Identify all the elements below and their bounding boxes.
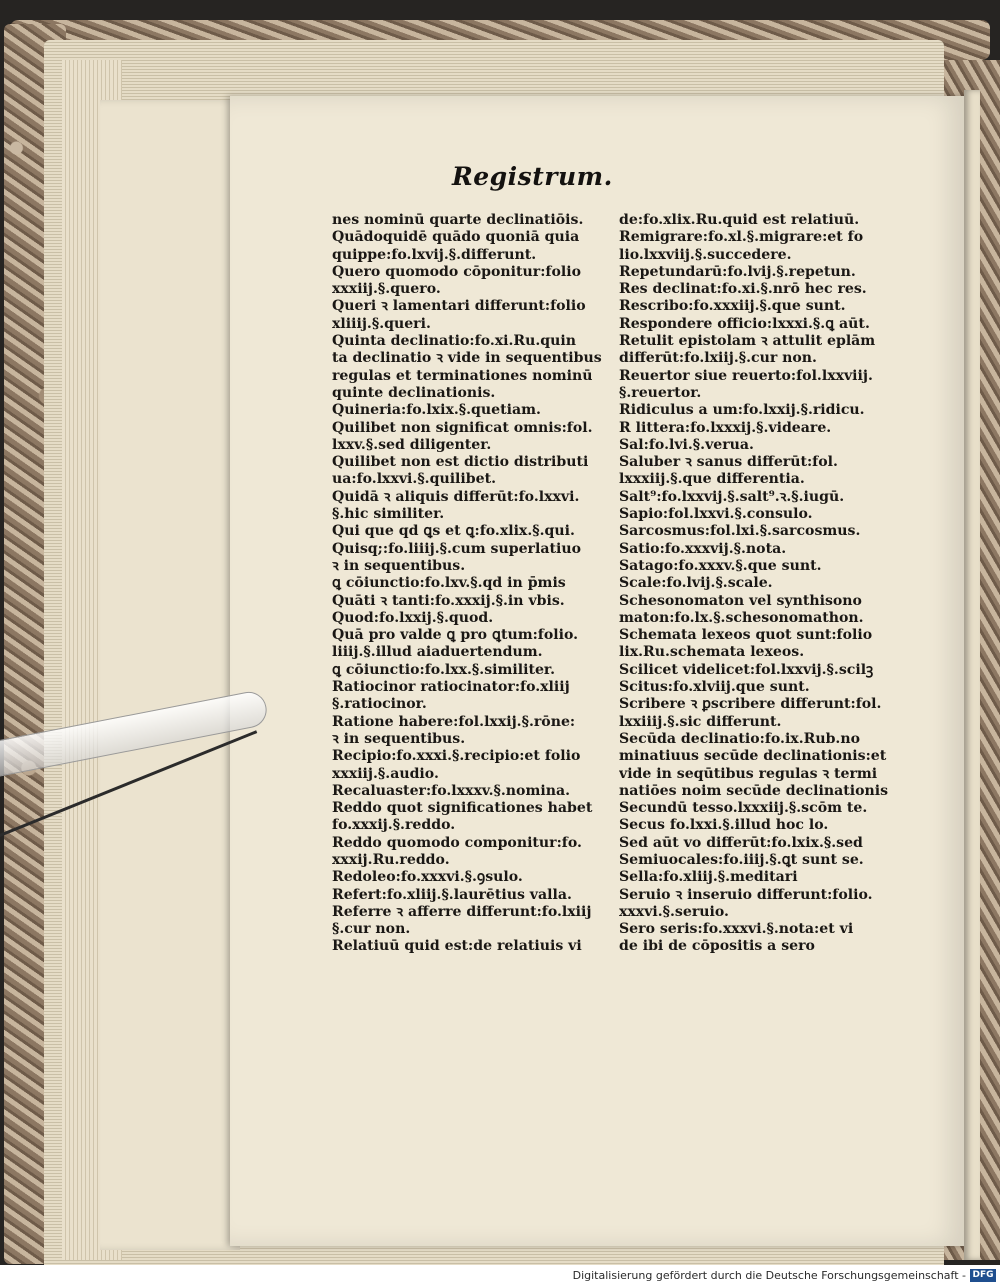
register-entry-line: Quinta declinatio:fo.xi.Ru.quin (332, 333, 576, 350)
register-entry-line: differūt:fo.lxiij.§.cur non. (619, 350, 817, 367)
register-entry-line: Saluber ꝛ sanus differūt:fol. (619, 454, 838, 471)
register-entry-line: Secundū tesso.lxxxiij.§.scōm te. (619, 800, 868, 817)
register-entry-line: xliiij.§.queri. (332, 315, 431, 332)
register-entry-line: §.ratiocinor. (332, 696, 427, 713)
register-entry-line: Recaluaster:fo.lxxxv.§.nomina. (332, 782, 571, 799)
register-entry-line: Reuertor siue reuerto:fol.lxxviij. (619, 367, 873, 384)
register-entry-line: Sal:fo.lvi.§.verua. (619, 436, 754, 453)
register-entry-line: Quod:fo.lxxij.§.quod. (332, 609, 494, 626)
register-entry-line: Reddo quot significationes habet (332, 800, 593, 817)
register-entry-line: Rescribo:fo.xxxiij.§.que sunt. (619, 298, 846, 315)
register-entry-line: Res declinat:fo.xi.§.nrō hec res. (619, 281, 867, 298)
register-entry-line: natiōes noim secūde declinationis (619, 782, 889, 799)
register-entry-line: liiij.§.illud aiaduertendum. (332, 644, 543, 661)
register-entry-line: Satago:fo.xxxv.§.que sunt. (619, 557, 822, 574)
register-entry-line: minatiuus secūde declinationis:et (619, 748, 887, 765)
register-entry-line: Salt⁹:fo.lxxvij.§.salt⁹.ꝛ.§.iugū. (619, 488, 845, 505)
footer-bar (0, 1265, 1000, 1287)
register-entry-line: Scribere ꝛ ꝑscribere differunt:fol. (619, 696, 882, 713)
register-entry-line: Relatiuū quid est:de relatiuis vi (332, 938, 582, 955)
register-entry-line: Scilicet videlicet:fol.lxxvij.§.scilꝫ (619, 661, 874, 678)
register-entry-line: ꝛ in sequentibus. (332, 557, 466, 574)
register-entry-line: xxxiij.§.audio. (332, 765, 439, 782)
register-entry-line: de:fo.xlix.Ru.quid est relatiuū. (619, 212, 860, 228)
register-entry-line: maton:fo.lx.§.schesonomathon. (619, 609, 864, 626)
register-entry-line: Ridiculus a um:fo.lxxij.§.ridicu. (619, 402, 865, 419)
register-entry-line: lio.lxxviij.§.succedere. (619, 246, 792, 263)
register-entry-line: Schemata lexeos quot sunt:folio (619, 627, 873, 644)
register-entry-line: Quādoquidē quādo quoniā quia (332, 229, 580, 246)
register-entry-line: xxxiij.§.quero. (332, 281, 441, 298)
register-entry-line: Scale:fo.lvij.§.scale. (619, 575, 773, 592)
register-entry-line: Recipio:fo.xxxi.§.recipio:et folio (332, 748, 581, 765)
register-entry-line: §.hic similiter. (332, 506, 445, 523)
register-entry-line: Qui que qd ꝗs et ꝗ:fo.xlix.§.qui. (332, 523, 575, 540)
register-entry-line: de ibi de cōpositis a sero (619, 938, 815, 955)
register-entry-line: ua:fo.lxxvi.§.quilibet. (332, 471, 496, 488)
register-entry-line: lxxxiij.§.que differentia. (619, 471, 805, 488)
register-entry-line: Quilibet non significat omnis:fol. (332, 419, 593, 436)
register-entry-line: §.reuertor. (619, 384, 702, 401)
register-entry-line: Sarcosmus:fol.lxi.§.sarcosmus. (619, 523, 861, 540)
register-entry-line: Quā pro valde ꝗ pro ꝗtum:folio. (332, 627, 579, 644)
register-entry-line: §.cur non. (332, 921, 411, 938)
register-entry-line: quippe:fo.lxvij.§.differunt. (332, 246, 537, 263)
register-entry-line: Schesonomaton vel synthisono (619, 592, 862, 609)
dfg-logo-icon: DFG (970, 1269, 996, 1282)
register-entry-line: Seruio ꝛ inseruio differunt:folio. (619, 886, 873, 903)
register-entry-line: Retulit epistolam ꝛ attulit eplām (619, 333, 876, 350)
register-entry-line: Queri ꝛ lamentari differunt:folio (332, 298, 586, 315)
register-entry-line: Sapio:fol.lxxvi.§.consulo. (619, 506, 813, 523)
register-entry-line: Quilibet non est dictio distributi (332, 454, 589, 471)
register-entry-line: Sella:fo.xliij.§.meditari (619, 869, 798, 886)
register-entry-line: vide in seqūtibus regulas ꝛ termi (619, 765, 878, 782)
funding-notice: Digitalisierung gefördert durch die Deutsche Forschungsgemeinschaft - (572, 1269, 966, 1282)
register-entry-line: fo.xxxij.§.reddo. (332, 817, 456, 834)
register-entry-line: Respondere officio:lxxxi.§.ꝗ aūt. (619, 315, 870, 332)
register-entry-line: regulas et terminationes nominū (332, 367, 593, 384)
register-entry-line: ꝗ cōiunctio:fo.lxx.§.similiter. (332, 661, 555, 678)
register-entry-line: Ratione habere:fol.lxxij.§.rōne: (332, 713, 576, 730)
register-entry-line: R littera:fo.lxxxij.§.videare. (619, 419, 832, 436)
register-entry-line: Scitus:fo.xlviij.que sunt. (619, 679, 810, 696)
register-entry-line: Secūda declinatio:fo.ix.Rub.no (619, 730, 860, 747)
register-entry-line: xxxij.Ru.reddo. (332, 851, 450, 868)
right-column (619, 212, 888, 956)
register-entry-line: Satio:fo.xxxvij.§.nota. (619, 540, 787, 557)
register-entry-line: Reddo quomodo componitur:fo. (332, 834, 582, 851)
register-entry-line: Quisq;:fo.liiij.§.cum superlatiuo (332, 540, 581, 557)
register-entry-line: lxxv.§.sed diligenter. (332, 436, 492, 453)
register-entry-line: Remigrare:fo.xl.§.migrare:et fo (619, 229, 864, 246)
register-entry-line: Sero seris:fo.xxxvi.§.nota:et vi (619, 921, 854, 938)
register-entry-line: Refert:fo.xliij.§.laurētius valla. (332, 886, 572, 903)
gutter-right (964, 90, 980, 1260)
left-column (332, 212, 602, 956)
register-entry-line: Redoleo:fo.xxxvi.§.ꝯsulo. (332, 869, 523, 886)
register-entry-line: Quero quomodo cōponitur:folio (332, 263, 581, 280)
register-entry-line: Referre ꝛ afferre differunt:fo.lxiij (332, 903, 592, 920)
page-header: Registrum. (452, 162, 613, 191)
register-entry-line: ꝛ in sequentibus. (332, 730, 466, 747)
register-entry-line: Sed aūt vo differūt:fo.lxix.§.sed (619, 834, 863, 851)
register-entry-line: Ratiocinor ratiocinator:fo.xliij (332, 679, 570, 696)
register-entry-line: quinte declinationis. (332, 384, 496, 401)
register-entry-line: lxxiiij.§.sic differunt. (619, 713, 782, 730)
register-entry-line: Quineria:fo.lxix.§.quetiam. (332, 402, 541, 419)
register-entry-line: Semiuocales:fo.iiij.§.ꝗt sunt se. (619, 851, 864, 868)
register-entry-line: Quāti ꝛ tanti:fo.xxxij.§.in vbis. (332, 592, 565, 609)
register-entry-line: xxxvi.§.seruio. (619, 903, 729, 920)
page-underneath (100, 100, 240, 1250)
register-entry-line: nes nominū quarte declinatiōis. (332, 212, 584, 228)
register-entry-line: lix.Ru.schemata lexeos. (619, 644, 805, 661)
register-entry-line: Repetundarū:fo.lvij.§.repetun. (619, 263, 856, 280)
register-entry-line: ꝗ cōiunctio:fo.lxv.§.qd in p̄mis (332, 575, 566, 592)
register-entry-line: Quidā ꝛ aliquis differūt:fo.lxxvi. (332, 488, 580, 505)
register-entry-line: Secus fo.lxxi.§.illud hoc lo. (619, 817, 829, 834)
register-entry-line: ta declinatio ꝛ vide in sequentibus (332, 350, 602, 367)
